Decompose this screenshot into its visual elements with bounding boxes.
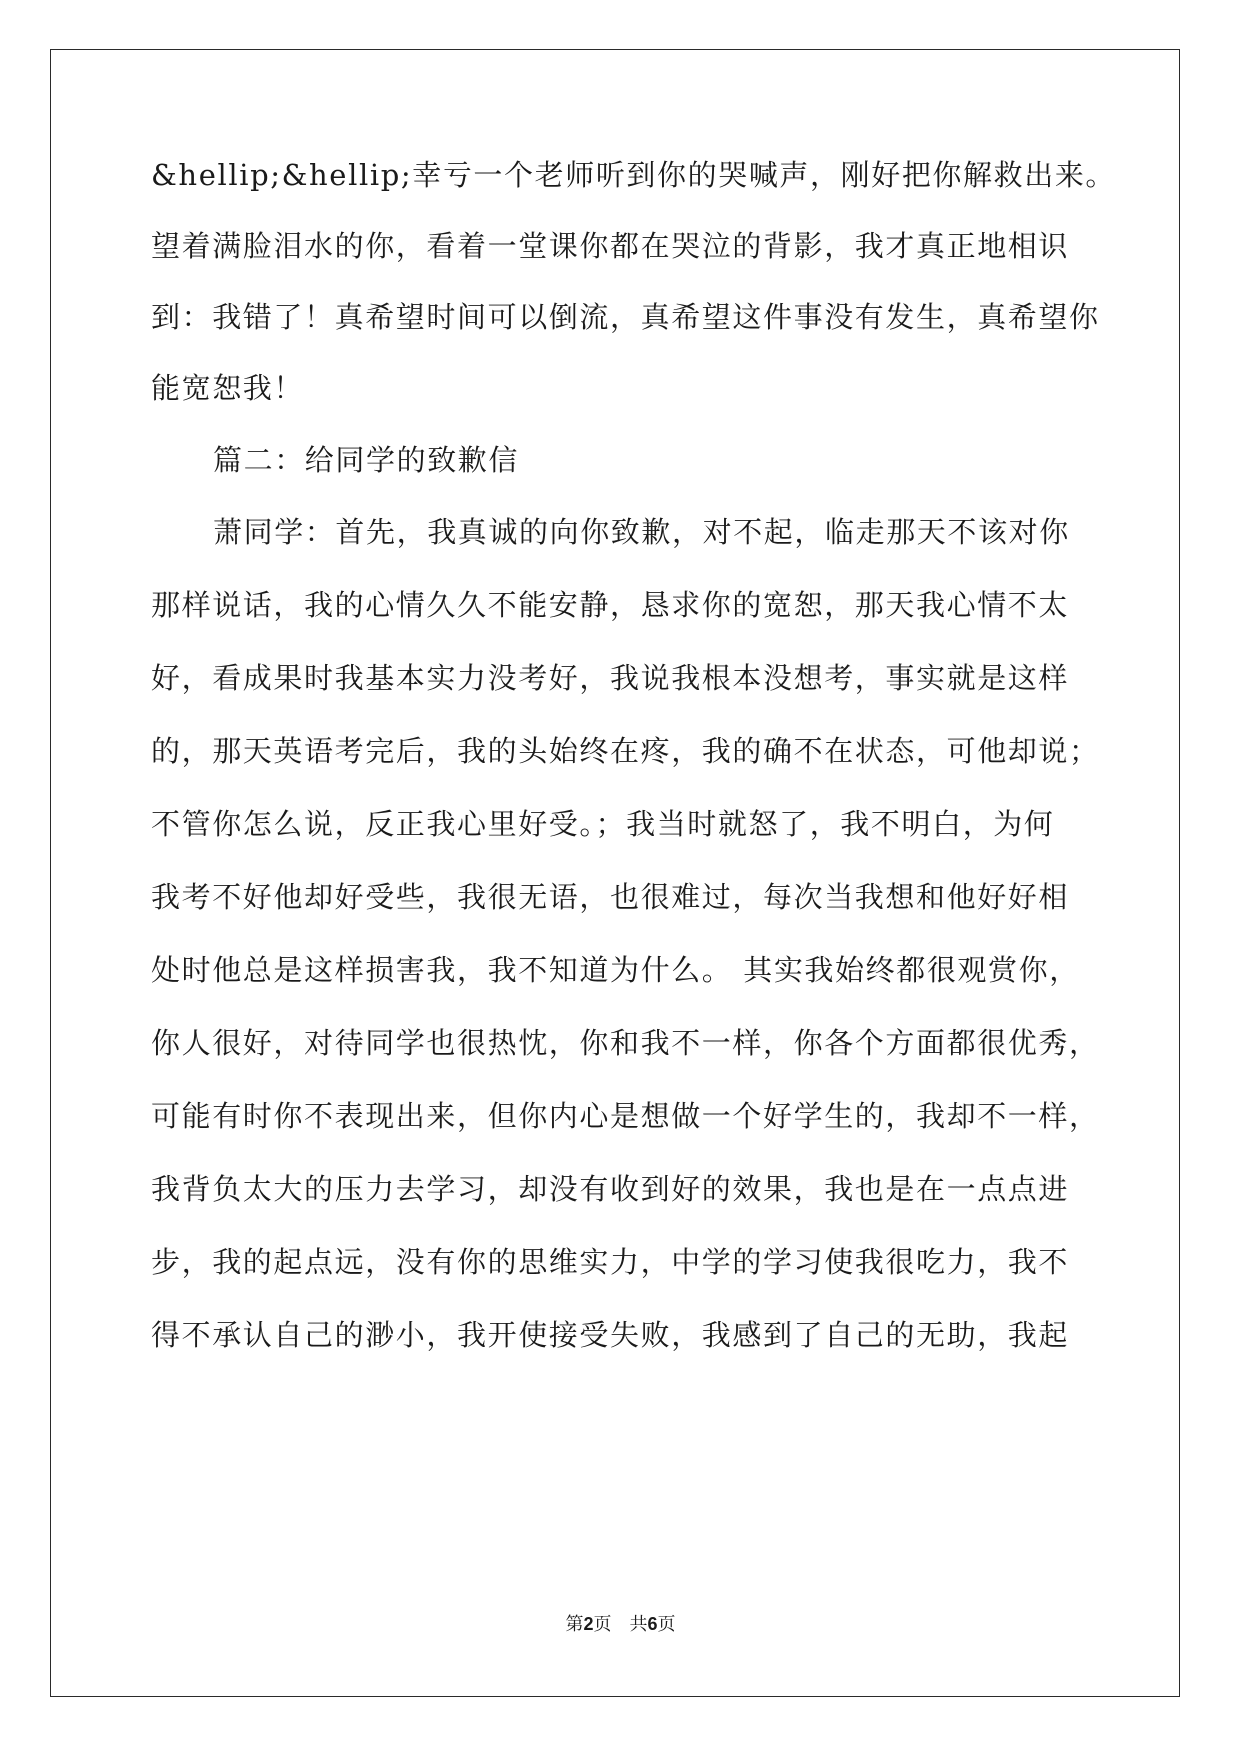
- text-line: 那样说话，我的心情久久不能安静，恳求你的宽恕，那天我心情不太: [151, 588, 1070, 622]
- page-number: 2: [583, 1614, 594, 1634]
- text-line: 我背负太大的压力去学习，却没有收到好的效果，我也是在一点点进: [151, 1172, 1070, 1206]
- page-footer: [0, 1612, 1241, 1637]
- footer-prefix: 第: [565, 1614, 584, 1635]
- footer-page-suffix: 页: [593, 1614, 612, 1635]
- text-line: 你人很好，对待同学也很热忱，你和我不一样，你各个方面都很优秀，: [151, 1026, 1100, 1060]
- text-line: 得不承认自己的渺小，我开使接受失败，我感到了自己的无助，我起: [151, 1318, 1070, 1352]
- text-line: 步，我的起点远，没有你的思维实力，中学的学习使我很吃力，我不: [151, 1245, 1070, 1279]
- footer-total-prefix: 共: [629, 1614, 648, 1635]
- text-line: 的，那天英语考完后，我的头始终在疼，我的确不在状态，可他却说；: [151, 734, 1100, 768]
- text-line: &hellip;&hellip;幸亏一个老师听到你的哭喊声，刚好把你解救出来。: [151, 158, 1117, 192]
- text-line: 望着满脸泪水的你，看着一堂课你都在哭泣的背影，我才真正地相识: [151, 229, 1070, 263]
- text-line: 萧同学：首先，我真诚的向你致歉，对不起，临走那天不该对你: [213, 515, 1070, 549]
- text-line: 可能有时你不表现出来，但你内心是想做一个好学生的，我却不一样，: [151, 1099, 1100, 1133]
- text-line: 不管你怎么说，反正我心里好受。；我当时就怒了，我不明白，为何: [151, 807, 1055, 841]
- section-heading: 篇二：给同学的致歉信: [213, 443, 520, 477]
- text-line: 我考不好他却好受些，我很无语，也很难过，每次当我想和他好好相: [151, 880, 1070, 914]
- text-line: 好，看成果时我基本实力没考好，我说我根本没想考，事实就是这样: [151, 661, 1070, 695]
- total-pages: 6: [647, 1614, 658, 1634]
- text-line: 能宽恕我！: [151, 371, 305, 405]
- footer-total-suffix: 页: [657, 1614, 676, 1635]
- text-line: 处时他总是这样损害我，我不知道为什么。 其实我始终都很观赏你，: [151, 953, 1080, 987]
- text-line: 到：我错了！真希望时间可以倒流，真希望这件事没有发生，真希望你: [151, 300, 1100, 334]
